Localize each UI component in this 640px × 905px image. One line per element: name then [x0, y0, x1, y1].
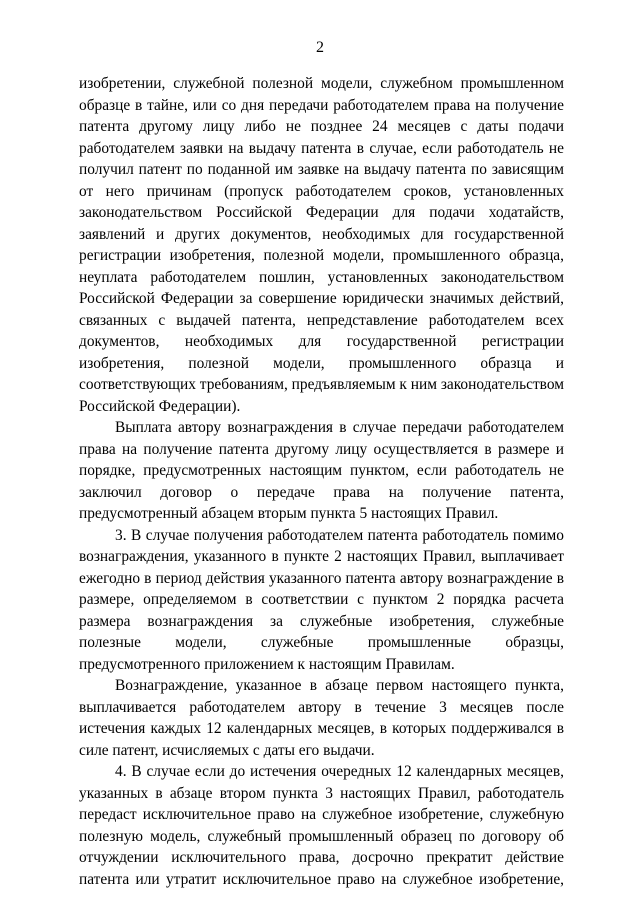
page-number: 2 — [316, 39, 324, 56]
paragraph-clause-3: 3. В случае получения работодателем патента работодатель помимо вознаграждения, указанного в пункте 2 настоящих Правил, выплачивает ежегодно в период действия указанного патента автору вознаграждение в размере, определяемом в соответствии с пунктом 2 порядка расчета размера вознаграждения за служебные изобретения, служебные полезные модели, служебные промышленные образцы, предусмотренного приложением к настоящим Правилам. — [79, 526, 564, 673]
paragraph-clause-3-payment-term: Вознаграждение, указанное в абзаце первом настоящего пункта, выплачивается работодателем автору в течение 3 месяцев после истечения каждых 12 календарных месяцев, в которых поддерживался в силе патент, исчисляемых с даты его выдачи. — [79, 677, 564, 759]
paragraph-payment-on-transfer: Выплата автору вознаграждения в случае передачи работодателем права на получение патента другому лицу осуществляется в размере и порядке, предусмотренных настоящим пунктом, если работодатель не заключил договор о передаче права на получение патента, предусмотренный абзацем вторым пункта 5 настоящих Правил. — [79, 419, 564, 522]
paragraph-clause-4: 4. В случае если до истечения очередных 12 календарных месяцев, указанных в абзаце втором пункта 3 настоящих Правил, работодатель передаст исключительное право на служебное изобретение, служебную полезную модель, служебный промышленный образец по договору об отчуждении исключительного права, досрочно прекратит действие патента или утратит исключительное право на служебное изобретение, — [79, 763, 564, 888]
paragraph-continuation: изобретении, служебной полезной модели, служебном промышленном образце в тайне, или со дня передачи работодателем права на получение патента другому лицу либо не позднее 24 месяцев с даты подачи работодателем заявки на выдачу патента в случае, если работодатель не получил патент по поданной им заявке на выдачу патента по зависящим от него причинам (пропуск работодателем сроков, установленных законодательством Российской Федерации для подачи ходатайств, заявлений и других документов, необходимых для государственной регистрации изобретения, полезной модели, промышленного образца, неуплата работодателем пошлин, установленных законодательством Российской Федерации за совершение юридически значимых действий, связанных с выдачей патента, непредставление работодателем всех документов, необходимых для государственной регистрации изобретения, полезной модели, промышленного образца и соответствующих требованиям, предъявляемым к ним законодательством Российской Федерации). — [79, 75, 564, 415]
document-body — [79, 73, 564, 890]
